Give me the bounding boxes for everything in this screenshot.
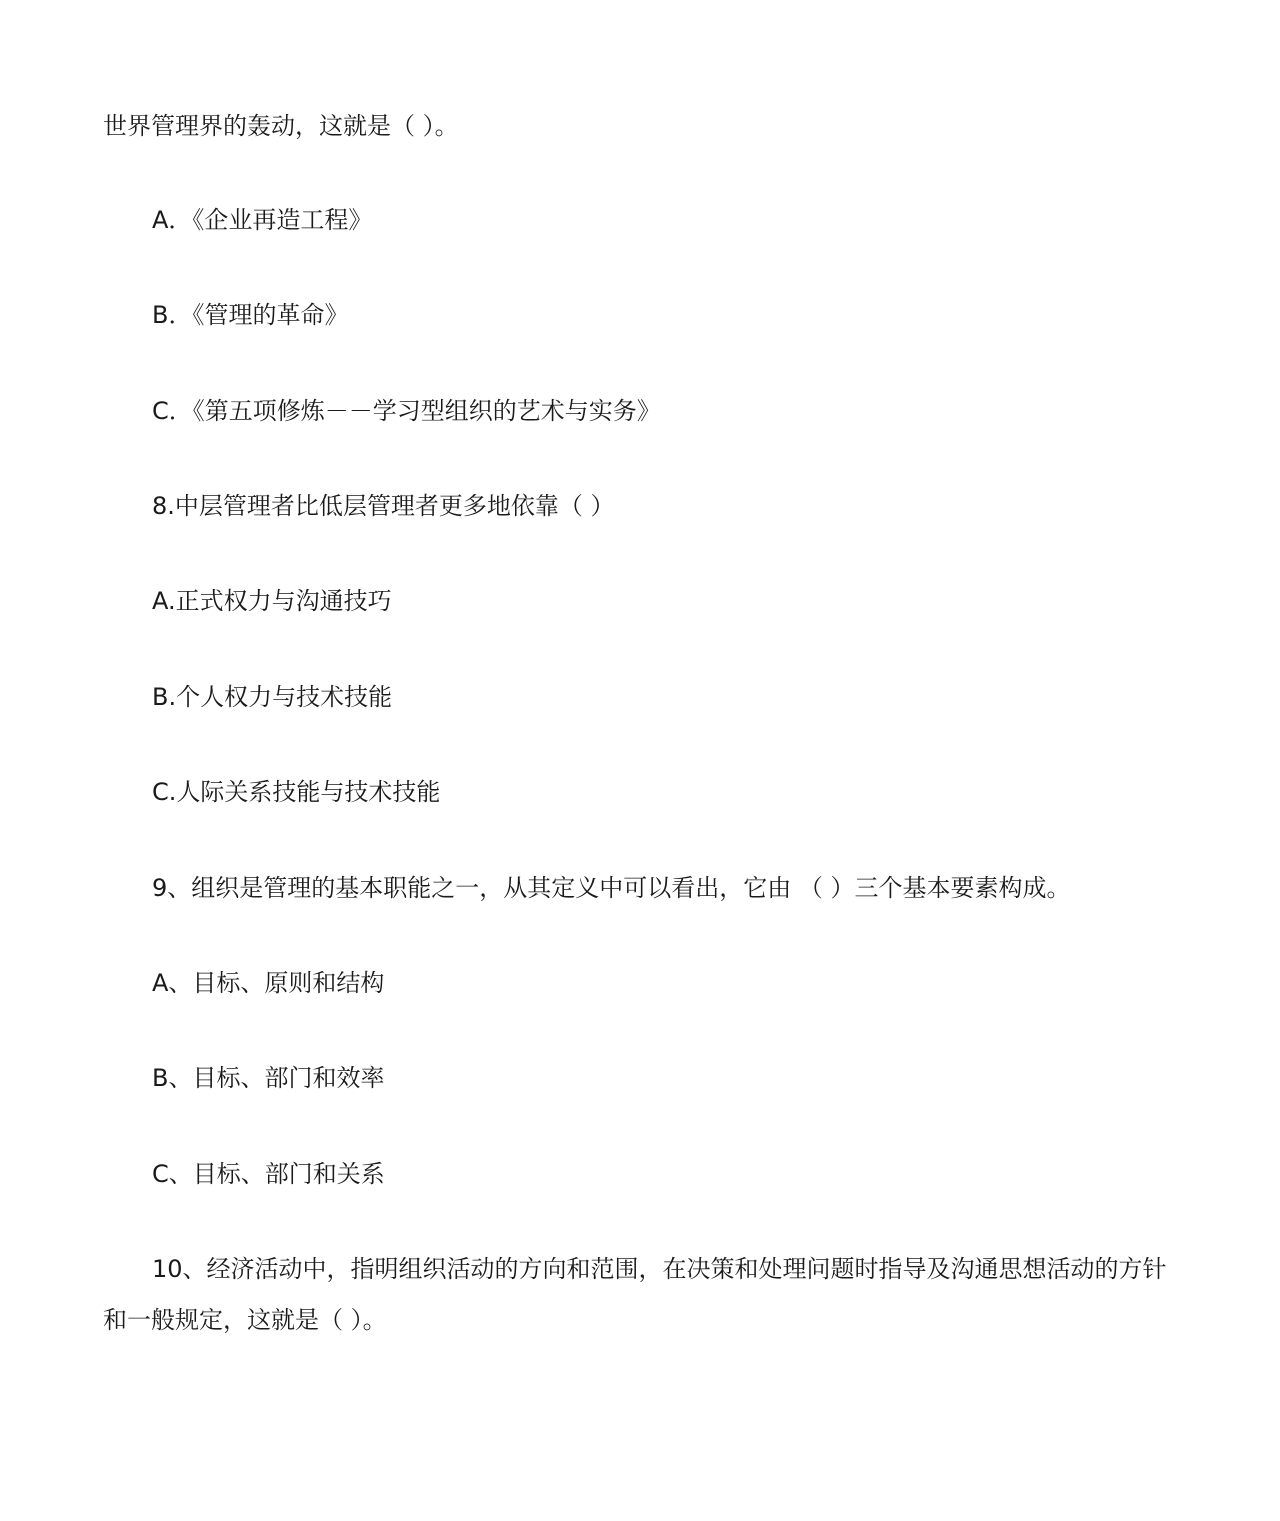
question-8-stem: 8.中层管理者比低层管理者更多地依靠（ ） (152, 492, 615, 520)
question-7-option-a: A．《企业再造工程》 (152, 206, 373, 234)
question-7-stem-continuation: 世界管理界的轰动，这就是（ ）。 (103, 112, 459, 140)
question-8-option-b: B.个人权力与技术技能 (152, 683, 393, 711)
question-7-option-b: B．《管理的革命》 (152, 301, 349, 329)
question-9-stem: 9、组织是管理的基本职能之一，从其定义中可以看出，它由 （ ）三个基本要素构成。 (152, 874, 1071, 902)
question-9-option-b: B、目标、部门和效率 (152, 1064, 385, 1092)
question-9-option-a: A、目标、原则和结构 (152, 969, 385, 997)
question-7-option-c: C．《第五项修炼－－学习型组织的艺术与实务》 (152, 397, 661, 425)
question-10-stem-line-2: 和一般规定，这就是（ ）。 (103, 1306, 387, 1334)
question-9-option-c: C、目标、部门和关系 (152, 1160, 385, 1188)
question-10-stem-line-1: 10、经济活动中，指明组织活动的方向和范围，在决策和处理问题时指导及沟通思想活动的方针 (152, 1255, 1167, 1283)
question-8-option-a: A.正式权力与沟通技巧 (152, 587, 392, 615)
question-8-option-c: C.人际关系技能与技术技能 (152, 778, 441, 806)
